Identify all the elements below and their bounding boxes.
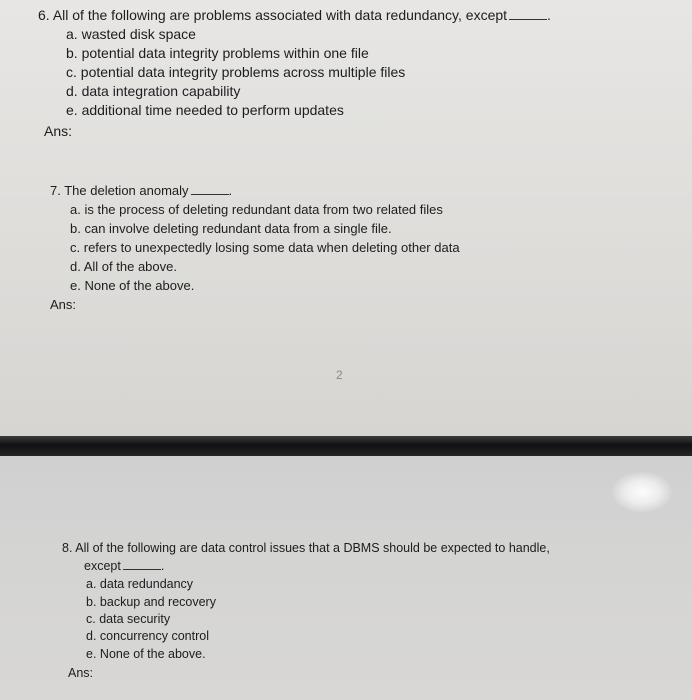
question-8-option-c — [86, 613, 170, 626]
question-6-ans-label: Ans: — [44, 123, 73, 139]
question-8-stem: All of the following are data control issues that a DBMS should be expected to handle, — [75, 541, 550, 555]
question-6-option-b — [66, 46, 369, 60]
question-6-option-d — [66, 84, 240, 98]
question-7-stem-line: 7. The deletion anomaly . — [50, 183, 233, 198]
question-8-number: 8. — [62, 541, 73, 555]
question-8-option-e — [86, 648, 206, 661]
question-7-option-d — [70, 260, 177, 273]
question-6-stem: All of the following are problems associated with data redundancy, except — [52, 7, 508, 23]
option-text: data integration capability — [81, 83, 241, 99]
option-text: refers to unexpectedly losing some data when deleting other data — [83, 240, 460, 255]
option-text: potential data integrity problems across multiple files — [80, 64, 406, 80]
question-7-option-c — [70, 241, 460, 254]
question-7-stem: The deletion anomaly — [64, 183, 189, 198]
option-text: additional time needed to perform updates — [81, 102, 344, 118]
question-6-option-c — [66, 65, 405, 79]
question-8-option-d — [86, 630, 209, 643]
question-8-option-b — [86, 596, 216, 609]
answer-blank — [123, 569, 161, 570]
option-letter: a. — [86, 577, 97, 591]
question-7-option-e — [70, 279, 194, 292]
option-letter: c. — [86, 612, 96, 626]
question-8-stem-line — [62, 542, 550, 555]
page-divider — [0, 436, 692, 456]
question-8-stem-cont-line: except . — [84, 559, 165, 573]
option-text: wasted disk space — [81, 26, 196, 42]
page-number: 2 — [336, 368, 343, 382]
option-letter: e. — [70, 278, 81, 293]
question-6-number: 6. — [38, 7, 50, 23]
option-text: potential data integrity problems within one file — [81, 45, 369, 61]
question-8-stem-cont: except — [84, 559, 121, 573]
option-letter: d. — [70, 259, 81, 274]
option-text: None of the above. — [99, 647, 206, 661]
option-letter: d. — [86, 629, 97, 643]
option-letter: b. — [86, 595, 97, 609]
option-letter: e. — [86, 647, 97, 661]
question-6-option-e — [66, 103, 344, 117]
option-letter: a. — [66, 26, 78, 42]
option-letter: c. — [66, 64, 77, 80]
option-text: data redundancy — [99, 577, 194, 591]
option-text: All of the above. — [83, 259, 177, 274]
answer-blank — [191, 194, 229, 195]
option-letter: b. — [70, 221, 81, 236]
light-glare — [612, 472, 672, 512]
question-8-option-a — [86, 578, 193, 591]
answer-blank — [509, 19, 547, 20]
question-7-option-b — [70, 222, 392, 235]
option-text: is the process of deleting redundant data from two related files — [84, 202, 443, 217]
option-letter: a. — [70, 202, 81, 217]
option-text: None of the above. — [84, 278, 195, 293]
question-6-stem-line: 6. All of the following are problems associated with data redundancy, except . — [38, 7, 551, 23]
option-text: concurrency control — [99, 629, 209, 643]
question-8-ans-label: Ans: — [68, 666, 94, 680]
option-letter: e. — [66, 102, 78, 118]
option-text: can involve deleting redundant data from a single file. — [84, 221, 392, 236]
option-letter: c. — [70, 240, 81, 255]
option-letter: d. — [66, 83, 78, 99]
option-text: backup and recovery — [99, 595, 216, 609]
option-text: data security — [99, 612, 171, 626]
question-6-option-a — [66, 27, 196, 41]
question-7-number: 7. — [50, 183, 61, 198]
option-letter: b. — [66, 45, 78, 61]
question-7-option-a — [70, 203, 443, 216]
question-7-ans-label: Ans: — [50, 297, 77, 312]
